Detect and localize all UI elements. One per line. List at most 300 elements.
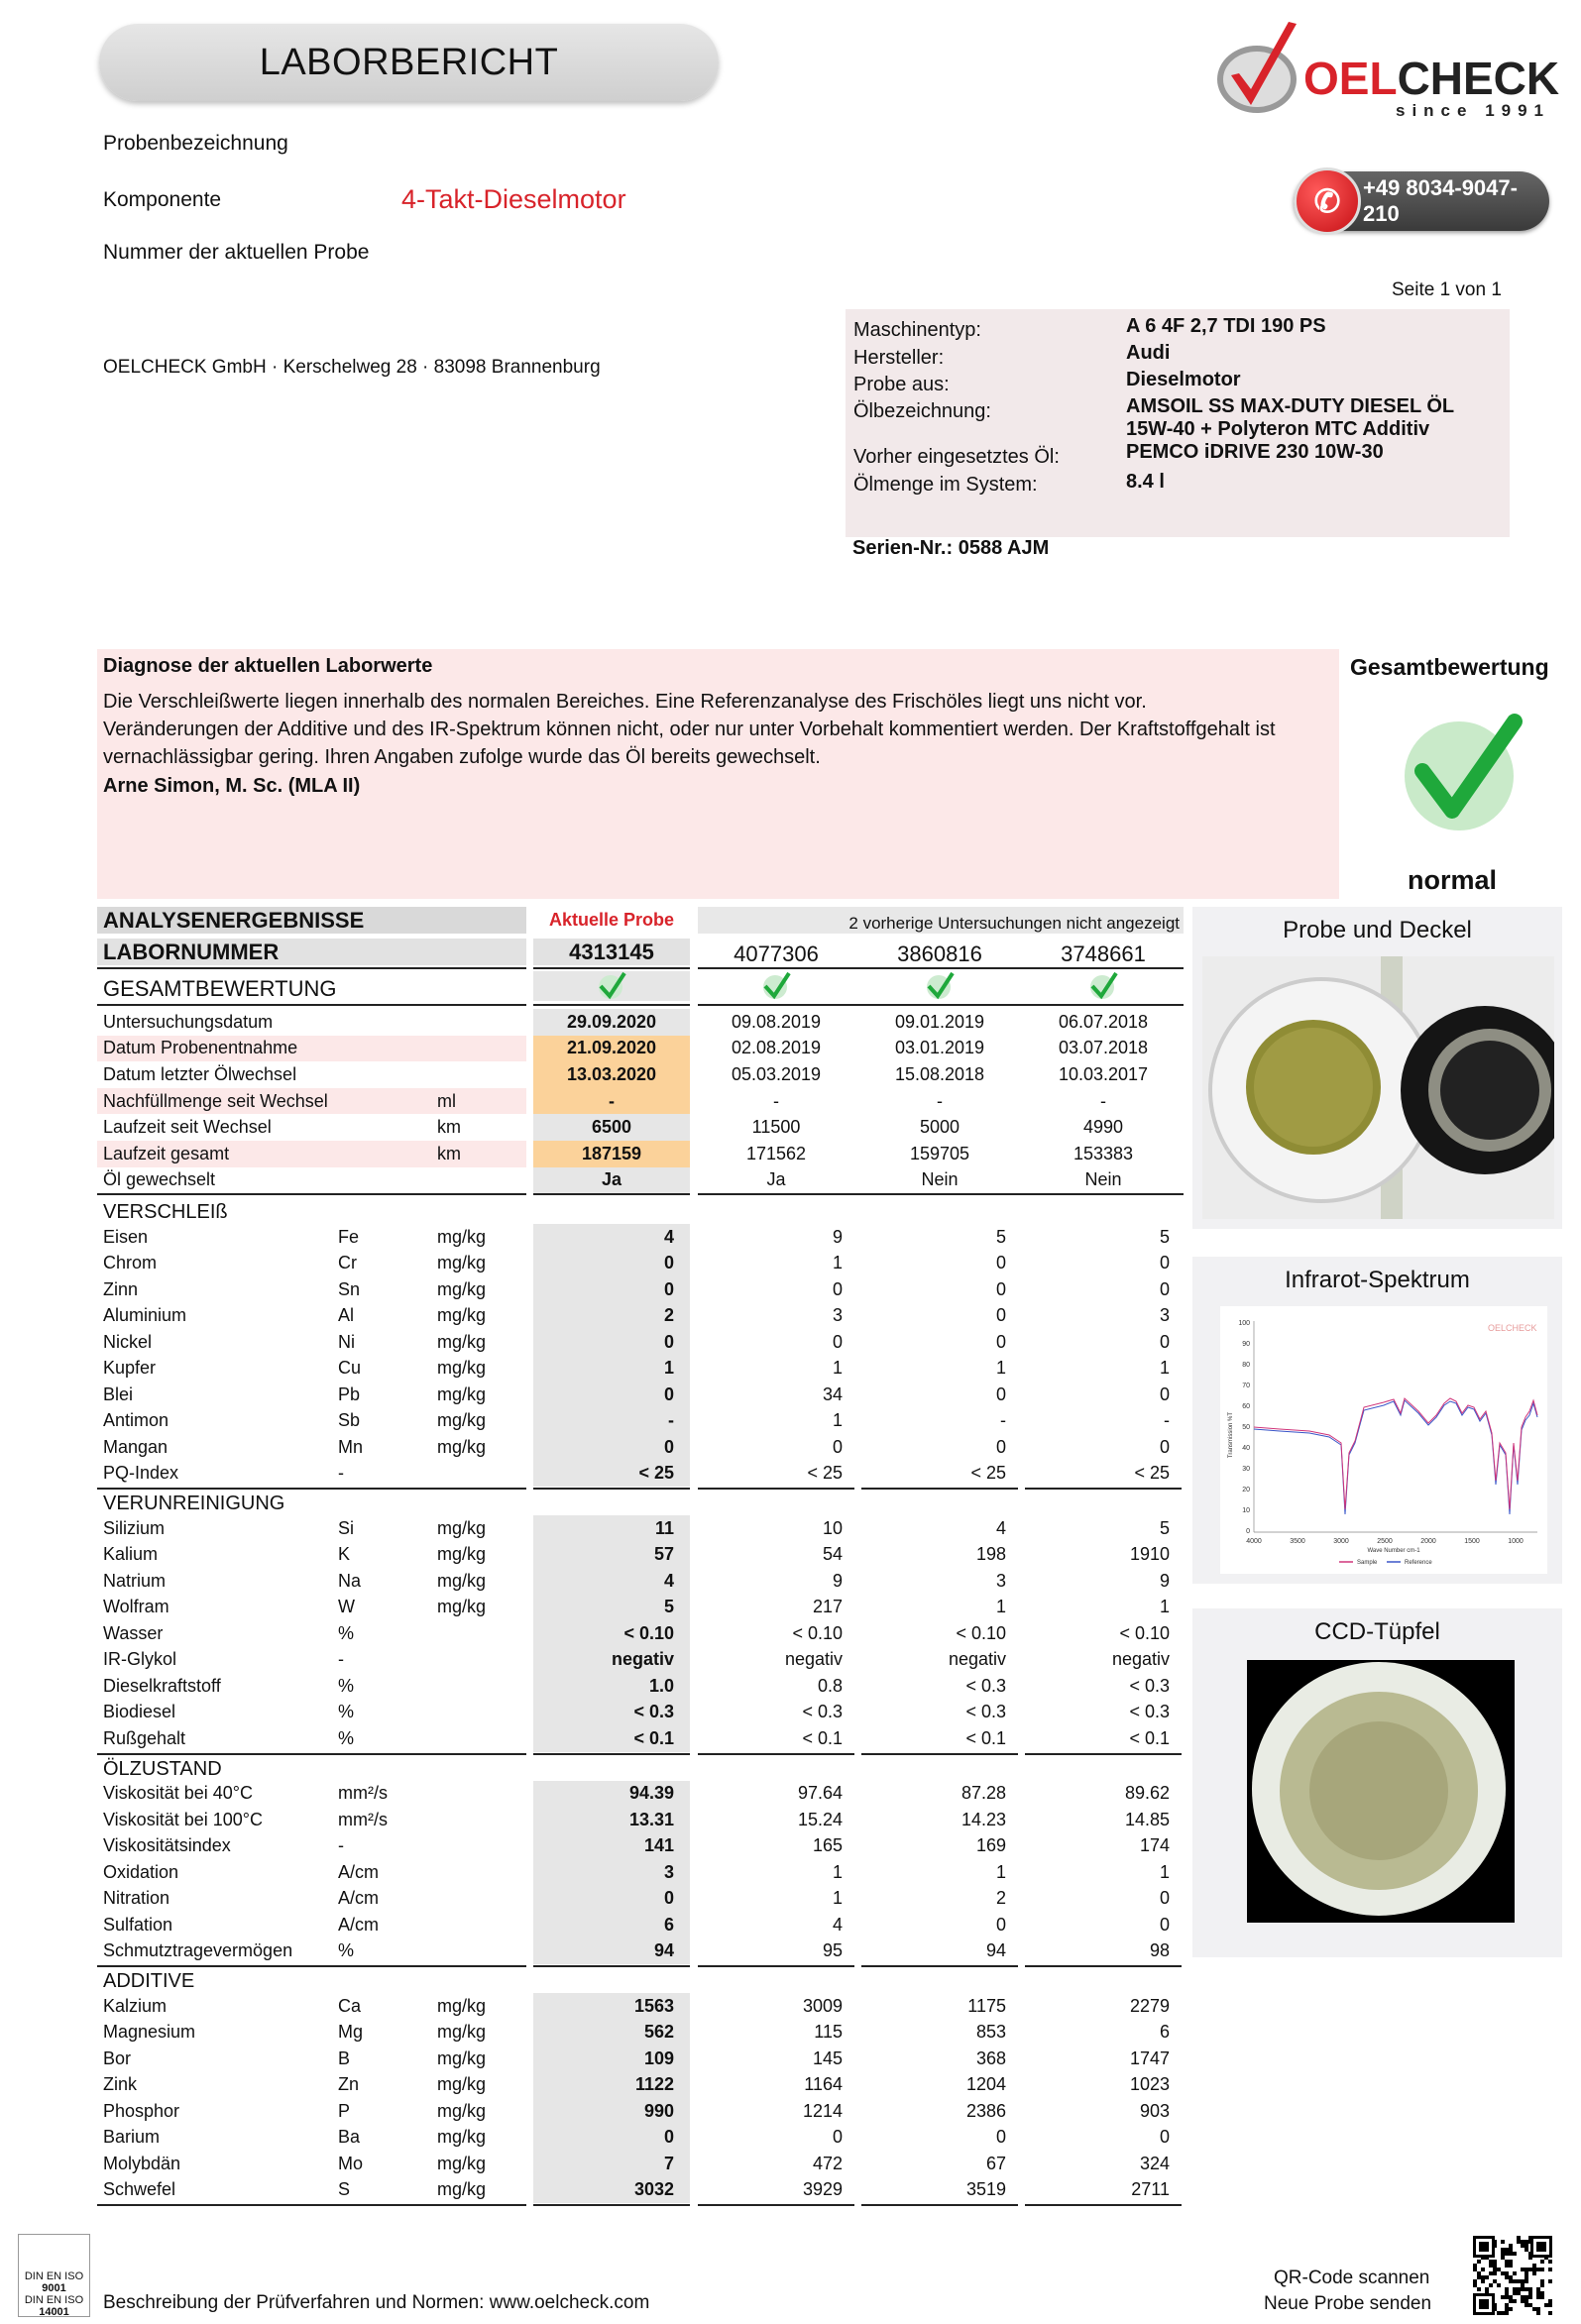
row-current-value: 6 <box>533 1912 690 1938</box>
row-symbol: Ca <box>338 1995 362 2016</box>
row-prev-value: 11500 <box>751 1117 801 1138</box>
row-prev-value: 1023 <box>1129 2074 1170 2095</box>
footer-description[interactable]: Beschreibung der Prüfverfahren und Normen: www.oelcheck.com <box>103 2292 650 2313</box>
table-row <box>97 1408 1187 1435</box>
row-label: Laufzeit seit Wechsel <box>103 1117 272 1138</box>
row-prev-value: < 0.3 <box>1129 1702 1170 1722</box>
table-row <box>97 1912 1187 1938</box>
row-unit: mg/kg <box>437 1278 487 1299</box>
hersteller-value: Audi <box>1126 342 1171 364</box>
row-symbol: - <box>338 1835 344 1856</box>
row-prev-value: 1 <box>1159 1597 1170 1617</box>
row-prev-value: 2279 <box>1129 1995 1170 2016</box>
row-unit: mg/kg <box>437 2022 487 2043</box>
table-row <box>97 1515 1187 1542</box>
table-row <box>97 1224 1187 1251</box>
row-label: Magnesium <box>103 2022 196 2043</box>
section-title: VERSCHLEIß <box>103 1201 228 1223</box>
row-symbol: mm²/s <box>338 1783 388 1804</box>
row-prev-value: 03.01.2019 <box>894 1038 985 1058</box>
table-row <box>97 2098 1187 2125</box>
row-prev-value: 0 <box>995 1383 1006 1404</box>
row-symbol: Mg <box>338 2022 364 2043</box>
gesamtbewertung-row-label: GESAMTBEWERTUNG <box>103 976 337 1001</box>
row-current-value: 7 <box>533 2151 690 2177</box>
row-label: Mangan <box>103 1436 169 1457</box>
row-prev-value: 9 <box>832 1226 843 1247</box>
row-label: Natrium <box>103 1570 167 1591</box>
row-prev-value: 174 <box>1139 1835 1170 1856</box>
row-symbol: Na <box>338 1570 362 1591</box>
maschinentyp-label: Maschinentyp: <box>853 319 981 341</box>
row-prev-value: 3929 <box>802 2179 843 2200</box>
table-row <box>97 1461 1187 1488</box>
ir-panel-title: Infrarot-Spektrum <box>1285 1267 1470 1293</box>
ir-ytick-0: 0 <box>1246 1528 1250 1535</box>
row-prev-value: 2386 <box>965 2100 1006 2121</box>
prev3-check-icon <box>1087 971 1119 1001</box>
row-unit: mg/kg <box>437 2100 487 2121</box>
row-unit: mg/kg <box>437 1410 487 1431</box>
row-label: Zink <box>103 2074 138 2095</box>
row-label: Nachfüllmenge seit Wechsel <box>103 1090 328 1111</box>
row-current-value: 94.39 <box>533 1781 690 1808</box>
row-prev-value: 02.08.2019 <box>731 1038 822 1058</box>
row-unit: mg/kg <box>437 1517 487 1538</box>
ir-xtick-1500: 1500 <box>1464 1538 1480 1545</box>
row-prev-value: 1747 <box>1129 2047 1170 2068</box>
row-unit: km <box>437 1117 461 1138</box>
row-unit: mg/kg <box>437 1570 487 1591</box>
row-prev-value: 0 <box>995 1278 1006 1299</box>
labornummer-header: LABORNUMMER <box>97 939 526 965</box>
row-label: Biodiesel <box>103 1702 176 1722</box>
table-row <box>97 2151 1187 2177</box>
row-unit: mg/kg <box>437 1253 487 1273</box>
row-prev-value: 145 <box>812 2047 843 2068</box>
row-prev-value: 9 <box>832 1570 843 1591</box>
row-prev-value: 0 <box>1159 1914 1170 1935</box>
row-symbol: % <box>338 1940 355 1961</box>
row-prev-value: 89.62 <box>1124 1783 1170 1804</box>
row-label: Schmutztragevermögen <box>103 1940 293 1961</box>
row-current-value: 1.0 <box>533 1673 690 1700</box>
row-prev-value: 3519 <box>965 2179 1006 2200</box>
row-current-value: 0 <box>533 1434 690 1461</box>
row-current-value: Ja <box>533 1167 690 1194</box>
row-current-value: 0 <box>533 1382 690 1408</box>
row-prev-value: - <box>1000 1410 1006 1431</box>
row-label: Schwefel <box>103 2179 176 2200</box>
row-label: Zinn <box>103 1278 139 1299</box>
row-prev-value: 14.23 <box>960 1809 1006 1829</box>
row-current-value: 29.09.2020 <box>533 1009 690 1036</box>
row-prev-value: 94 <box>985 1940 1006 1961</box>
current-check-icon <box>596 971 627 1001</box>
row-label: Silizium <box>103 1517 166 1538</box>
row-prev-value: 98 <box>1149 1940 1170 1961</box>
row-label: Oxidation <box>103 1861 179 1882</box>
row-label: PQ-Index <box>103 1463 179 1484</box>
row-prev-value: 1 <box>832 1358 843 1379</box>
table-row <box>97 2046 1187 2072</box>
row-label: Sulfation <box>103 1914 173 1935</box>
phone-icon: ✆ <box>1294 167 1361 235</box>
row-prev-value: < 0.10 <box>792 1622 843 1643</box>
row-current-value: 0 <box>533 1886 690 1913</box>
row-label: Datum Probenentnahme <box>103 1038 298 1058</box>
row-label: Öl gewechselt <box>103 1169 216 1190</box>
row-label: Blei <box>103 1383 134 1404</box>
row-current-value: 4 <box>533 1568 690 1595</box>
row-symbol: - <box>338 1649 344 1670</box>
row-label: Antimon <box>103 1410 169 1431</box>
labornummer-prev-2: 3860816 <box>897 941 982 966</box>
row-symbol: Ba <box>338 2127 361 2148</box>
oelbezeichnung-label: Ölbezeichnung: <box>853 400 991 422</box>
row-unit: mg/kg <box>437 2074 487 2095</box>
ir-xtick-3500: 3500 <box>1290 1538 1305 1545</box>
row-prev-value: < 0.1 <box>802 1727 843 1748</box>
row-prev-value: 169 <box>975 1835 1006 1856</box>
row-current-value: 109 <box>533 2046 690 2072</box>
row-prev-value: Nein <box>1084 1169 1122 1190</box>
labornummer-prev-1: 4077306 <box>734 941 819 966</box>
table-row <box>97 1993 1187 2020</box>
serien-nr: Serien-Nr.: 0588 AJM <box>852 537 1050 559</box>
general-row <box>97 1009 1187 1036</box>
row-current-value: 0 <box>533 1276 690 1303</box>
row-prev-value: negativ <box>948 1649 1006 1670</box>
row-prev-value: 0 <box>995 1253 1006 1273</box>
oelbezeichnung-value-1: AMSOIL SS MAX-DUTY DIESEL ÖL <box>1126 395 1455 417</box>
row-symbol: - <box>338 1463 344 1484</box>
analysen-header: ANALYSENERGEBNISSE <box>97 907 526 934</box>
row-prev-value: 0 <box>832 1278 843 1299</box>
row-prev-value: 14.85 <box>1124 1809 1170 1829</box>
row-prev-value: 87.28 <box>960 1783 1006 1804</box>
row-label: Phosphor <box>103 2100 180 2121</box>
row-current-value: 1122 <box>533 2072 690 2099</box>
oelbezeichnung-value-2: 15W-40 + Polyteron MTC Additiv <box>1126 418 1430 440</box>
row-label: Kupfer <box>103 1358 157 1379</box>
row-symbol: % <box>338 1727 355 1748</box>
row-prev-value: < 0.10 <box>956 1622 1006 1643</box>
row-current-value: < 0.3 <box>533 1700 690 1726</box>
row-symbol: Mo <box>338 2153 364 2173</box>
vorher-value: PEMCO iDRIVE 230 10W-30 <box>1126 441 1384 463</box>
row-current-value: < 25 <box>533 1461 690 1488</box>
ir-ytick-40: 40 <box>1242 1445 1250 1452</box>
row-current-value: 1563 <box>533 1993 690 2020</box>
row-unit: mg/kg <box>437 2127 487 2148</box>
overall-check-icon <box>1398 712 1526 840</box>
row-symbol: A/cm <box>338 1861 380 1882</box>
row-label: Wasser <box>103 1622 164 1643</box>
row-current-value: - <box>533 1408 690 1435</box>
table-row <box>97 1781 1187 1808</box>
oelcheck-logo <box>1209 18 1566 127</box>
row-prev-value: 0 <box>832 2127 843 2148</box>
row-prev-value: 159705 <box>909 1143 970 1163</box>
diagnose-signature: Arne Simon, M. Sc. (MLA II) <box>103 775 361 797</box>
row-symbol: K <box>338 1544 351 1565</box>
row-current-value: 6500 <box>533 1114 690 1141</box>
diagnose-heading: Diagnose der aktuellen Laborwerte <box>103 655 433 677</box>
row-prev-value: < 0.1 <box>1129 1727 1170 1748</box>
row-prev-value: 853 <box>975 2022 1006 2043</box>
ir-watermark: OELCHECK <box>1488 1323 1537 1333</box>
table-row <box>97 1673 1187 1700</box>
row-symbol: % <box>338 1702 355 1722</box>
row-unit: mg/kg <box>437 2179 487 2200</box>
row-prev-value: < 0.3 <box>802 1702 843 1722</box>
probenbezeichnung-label: Probenbezeichnung <box>103 132 288 155</box>
row-prev-value: 1 <box>832 1861 843 1882</box>
row-current-value: < 0.10 <box>533 1620 690 1647</box>
prev2-check-icon <box>924 971 956 1001</box>
row-prev-value: 34 <box>822 1383 843 1404</box>
row-prev-value: 368 <box>975 2047 1006 2068</box>
row-prev-value: 03.07.2018 <box>1058 1038 1149 1058</box>
row-prev-value: 472 <box>812 2153 843 2173</box>
ir-panel <box>1192 1257 1562 1584</box>
row-label: Datum letzter Ölwechsel <box>103 1063 297 1084</box>
table-row <box>97 2125 1187 2152</box>
table-row <box>97 1807 1187 1833</box>
ir-ytick-50: 50 <box>1242 1424 1250 1431</box>
table-row <box>97 1938 1187 1965</box>
row-prev-value: 6 <box>1159 2022 1170 2043</box>
row-prev-value: 3009 <box>802 1995 843 2016</box>
row-prev-value: 5 <box>1159 1517 1170 1538</box>
row-prev-value: 95 <box>822 1940 843 1961</box>
qr-label-2: Neue Probe senden <box>1264 2293 1432 2314</box>
ir-ytick-100: 100 <box>1238 1320 1250 1327</box>
row-prev-value: 10 <box>822 1517 843 1538</box>
row-prev-value: negativ <box>1111 1649 1170 1670</box>
page-number: Seite 1 von 1 <box>1392 279 1502 300</box>
table-row <box>97 1303 1187 1330</box>
ccd-panel-title: CCD-Tüpfel <box>1314 1618 1440 1645</box>
row-prev-value: 1214 <box>802 2100 843 2121</box>
row-prev-value: 1 <box>832 1253 843 1273</box>
row-symbol: mm²/s <box>338 1809 388 1829</box>
row-unit: mg/kg <box>437 1226 487 1247</box>
vorherige-note: 2 vorherige Untersuchungen nicht angezeigt <box>698 907 1184 934</box>
row-prev-value: 2 <box>995 1888 1006 1909</box>
row-prev-value: - <box>1164 1410 1170 1431</box>
table-row <box>97 2072 1187 2099</box>
row-symbol: B <box>338 2047 351 2068</box>
qr-label-1: QR-Code scannen <box>1274 2268 1430 2288</box>
row-label: Untersuchungsdatum <box>103 1011 274 1032</box>
row-prev-value: < 0.3 <box>965 1675 1006 1696</box>
row-prev-value: 1 <box>832 1888 843 1909</box>
ir-legend-reference: Reference <box>1405 1560 1432 1566</box>
row-prev-value: 1 <box>832 1410 843 1431</box>
table-row <box>97 1434 1187 1461</box>
row-unit: mg/kg <box>437 1436 487 1457</box>
diagnose-line-2: Veränderungen der Additive und des IR-Spektrum können nicht, oder nur unter Vorbehalt kommentiert werden. Der Kraftstoffgehalt ist <box>103 719 1276 740</box>
ir-ytick-60: 60 <box>1242 1403 1250 1410</box>
row-label: IR-Glykol <box>103 1649 177 1670</box>
qr-code[interactable] <box>1472 2235 1553 2316</box>
row-label: Bor <box>103 2047 132 2068</box>
ir-legend-sample: Sample <box>1357 1560 1378 1566</box>
row-prev-value: 10.03.2017 <box>1058 1063 1149 1084</box>
row-label: Nitration <box>103 1888 170 1909</box>
row-prev-value: 4 <box>832 1914 843 1935</box>
row-prev-value: < 25 <box>807 1463 843 1484</box>
table-row <box>97 1886 1187 1913</box>
row-prev-value: 1910 <box>1129 1544 1170 1565</box>
row-symbol: A/cm <box>338 1914 380 1935</box>
ir-xtick-2500: 2500 <box>1377 1538 1393 1545</box>
table-row <box>97 1276 1187 1303</box>
row-prev-value: 0 <box>1159 1253 1170 1273</box>
general-row <box>97 1167 1187 1194</box>
row-prev-value: 3 <box>1159 1305 1170 1326</box>
labornummer-current: 4313145 <box>533 939 690 965</box>
ir-x-axis-title: Wave Number cm-1 <box>1367 1548 1420 1554</box>
ccd-panel <box>1192 1608 1562 1957</box>
row-prev-value: 0 <box>1159 1278 1170 1299</box>
row-current-value: 4 <box>533 1224 690 1251</box>
gesamtbewertung-value: normal <box>1408 865 1498 895</box>
row-prev-value: 324 <box>1139 2153 1170 2173</box>
row-current-value: 11 <box>533 1515 690 1542</box>
ir-ytick-90: 90 <box>1242 1341 1250 1348</box>
row-current-value: 94 <box>533 1938 690 1965</box>
phone-badge[interactable] <box>1294 171 1549 231</box>
row-prev-value: < 0.3 <box>1129 1675 1170 1696</box>
ir-xtick-1000: 1000 <box>1508 1538 1524 1545</box>
row-prev-value: 5 <box>1159 1226 1170 1247</box>
table-row <box>97 1356 1187 1383</box>
table-row <box>97 1568 1187 1595</box>
table-row <box>97 1251 1187 1277</box>
phone-number: +49 8034-9047-210 <box>1363 175 1518 226</box>
row-unit: mg/kg <box>437 1358 487 1379</box>
row-prev-value: 5 <box>995 1226 1006 1247</box>
row-unit: mg/kg <box>437 1597 487 1617</box>
row-prev-value: 67 <box>985 2153 1006 2173</box>
table-row <box>97 1859 1187 1886</box>
general-row <box>97 1114 1187 1141</box>
row-current-value: 13.31 <box>533 1807 690 1833</box>
ir-y-axis-title: Transmission %T <box>1228 1411 1234 1459</box>
row-prev-value: 06.07.2018 <box>1058 1011 1149 1032</box>
row-prev-value: 4 <box>995 1517 1006 1538</box>
aktuelle-probe-header: Aktuelle Probe <box>548 910 675 930</box>
row-prev-value: Nein <box>921 1169 959 1190</box>
oelmenge-value: 8.4 l <box>1126 471 1165 493</box>
row-prev-value: 0 <box>995 1914 1006 1935</box>
row-prev-value: 4990 <box>1082 1117 1124 1138</box>
row-label: Nickel <box>103 1331 153 1352</box>
row-prev-value: 1175 <box>967 1995 1006 2016</box>
row-prev-value: 0 <box>1159 2127 1170 2148</box>
row-symbol: Si <box>338 1517 355 1538</box>
logo-check-icon <box>1209 18 1303 127</box>
row-unit: mg/kg <box>437 1383 487 1404</box>
row-symbol: W <box>338 1597 355 1617</box>
nummer-label: Nummer der aktuellen Probe <box>103 241 370 264</box>
row-prev-value: 5000 <box>919 1117 960 1138</box>
row-label: Molybdän <box>103 2153 181 2173</box>
row-prev-value: - <box>773 1090 779 1111</box>
ir-xtick-3000: 3000 <box>1333 1538 1349 1545</box>
row-prev-value: 0 <box>832 1436 843 1457</box>
probe-aus-value: Dieselmotor <box>1126 369 1241 390</box>
table-row <box>97 2020 1187 2047</box>
row-symbol: Mn <box>338 1436 364 1457</box>
row-symbol: % <box>338 1622 355 1643</box>
row-prev-value: 15.24 <box>797 1809 843 1829</box>
row-prev-value: 05.03.2019 <box>731 1063 822 1084</box>
row-prev-value: 0 <box>832 1331 843 1352</box>
general-row <box>97 1061 1187 1088</box>
ir-ytick-70: 70 <box>1242 1383 1250 1389</box>
row-current-value: 0 <box>533 1251 690 1277</box>
table-row <box>97 1382 1187 1408</box>
row-prev-value: 0 <box>1159 1331 1170 1352</box>
ccd-spot-image <box>1247 1660 1515 1923</box>
row-unit: mg/kg <box>437 1544 487 1565</box>
row-label: Kalzium <box>103 1995 168 2016</box>
ir-ytick-30: 30 <box>1242 1466 1250 1473</box>
row-current-value: 0 <box>533 1329 690 1356</box>
row-prev-value: < 0.10 <box>1119 1622 1170 1643</box>
logo-wordmark: OELCHECK <box>1303 53 1560 104</box>
section-title: VERUNREINIGUNG <box>103 1493 285 1514</box>
table-row <box>97 1620 1187 1647</box>
table-row <box>97 1833 1187 1860</box>
row-unit: mg/kg <box>437 1305 487 1326</box>
general-row <box>97 1088 1187 1115</box>
row-current-value: < 0.1 <box>533 1725 690 1752</box>
row-label: Aluminium <box>103 1305 187 1326</box>
row-prev-value: 3 <box>832 1305 843 1326</box>
ir-ytick-80: 80 <box>1242 1362 1250 1369</box>
row-prev-value: - <box>937 1090 943 1111</box>
row-prev-value: 54 <box>822 1544 843 1565</box>
ir-xtick-4000: 4000 <box>1246 1538 1262 1545</box>
row-unit: mg/kg <box>437 2153 487 2173</box>
row-prev-value: - <box>1100 1090 1106 1111</box>
sample-photo <box>1202 956 1554 1219</box>
general-row <box>97 1141 1187 1167</box>
hersteller-label: Hersteller: <box>853 347 945 369</box>
row-current-value: 141 <box>533 1833 690 1860</box>
row-current-value: 57 <box>533 1542 690 1569</box>
row-prev-value: 115 <box>814 2022 843 2043</box>
row-prev-value: 153383 <box>1073 1143 1134 1163</box>
row-prev-value: 1 <box>1159 1861 1170 1882</box>
table-row <box>97 1700 1187 1726</box>
row-current-value: 1 <box>533 1356 690 1383</box>
row-prev-value: 9 <box>1159 1570 1170 1591</box>
row-symbol: % <box>338 1675 355 1696</box>
row-symbol: Cu <box>338 1358 362 1379</box>
row-unit: mg/kg <box>437 1995 487 2016</box>
row-prev-value: 1 <box>995 1861 1006 1882</box>
row-symbol: Ni <box>338 1331 355 1352</box>
probe-panel-title: Probe und Deckel <box>1283 917 1472 943</box>
row-current-value: negativ <box>533 1647 690 1674</box>
row-label: Wolfram <box>103 1597 169 1617</box>
